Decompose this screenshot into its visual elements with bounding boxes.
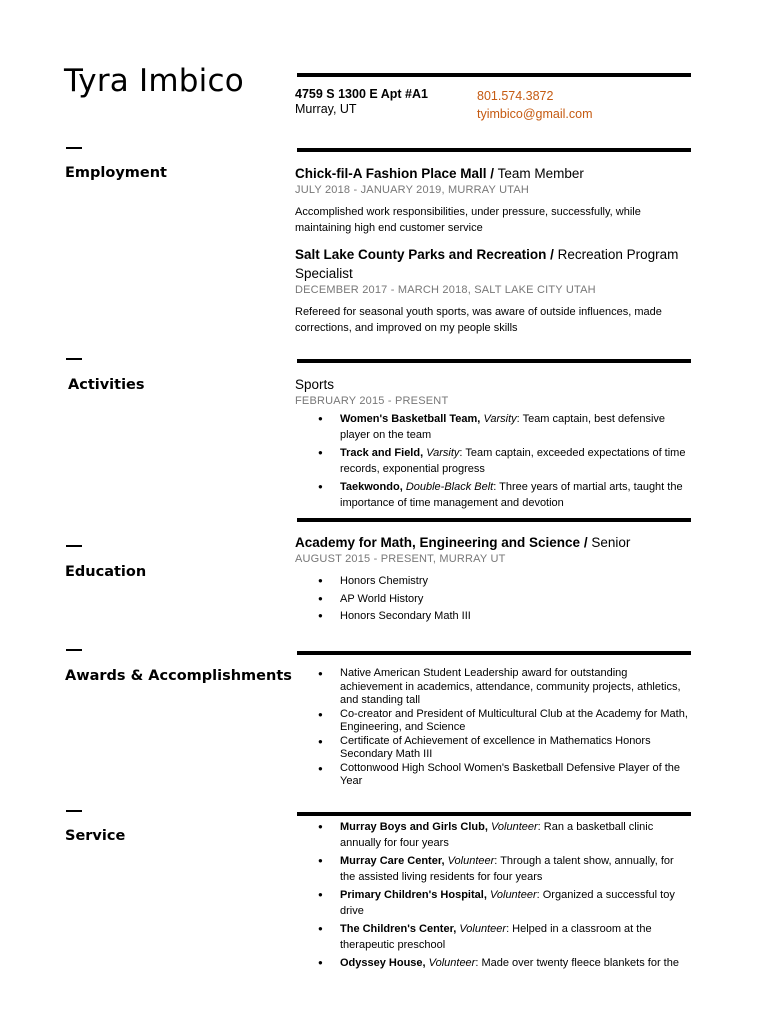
awards-rule [297,651,691,655]
activities-section [295,375,691,513]
entry-description: Accomplished work responsibilities, under pressure, successfully, while maintaining high end customer service [295,206,641,234]
item-detail: : Team captain, exceeded expectations of time records, exponential progress [340,447,686,475]
service-dash [66,810,82,812]
entry-org: Chick-fil-A Fashion Place Mall / [295,166,495,181]
item-detail: : Three years of martial arts, taught the importance of time management and devotion [340,481,683,509]
section-title-employment: Employment [65,165,167,181]
item-detail: : Team captain, best defensive player on the team [340,413,666,441]
activities-dash [66,358,82,360]
section-title-awards: Awards & Accomplishments [65,668,292,684]
list-item [340,955,691,971]
service-list [295,819,691,971]
list-item [340,411,691,443]
item-detail: : Through a talent show, annually, for the assisted living residents for four years [340,855,674,883]
list-item: ● AP World History [340,591,691,607]
item-name: Women's Basketball Team, [340,413,481,425]
item-level: Double-Black Belt [405,481,494,493]
section-title-service: Service [65,828,126,844]
activities-rule [297,359,691,363]
item-name: Murray Care Center, [340,855,445,867]
list-item [340,819,691,851]
section-title-education: Education [65,564,147,580]
entry-dates: JULY 2018 - JANUARY 2019, MURRAY UTAH [295,184,530,196]
item-detail: : Made over twenty fleece blankets for the [475,957,679,969]
list-item: ● Co-creator and President of Multicultural Club at the Academy for Math, Engineering, and Science [340,708,691,735]
item-detail: : Organized a successful toy drive [340,889,675,917]
service-section [295,819,691,973]
list-item: ● Honors Chemistry [340,573,691,589]
list-item: ● Honors Secondary Math III [340,608,691,624]
courses-list [295,573,691,624]
awards-list [295,667,691,789]
entry-org: Salt Lake County Parks and Recreation / [295,247,554,262]
item-detail: : Ran a basketball clinic annually for four years [340,821,654,849]
education-dash [66,545,82,547]
entry-role: Recreation Program Specialist [295,247,679,281]
service-rule [297,812,691,816]
item-name: Primary Children's Hospital, [340,889,487,901]
item-level: Varsity [426,447,460,459]
item-name: Murray Boys and Girls Club, [340,821,488,833]
list-item [340,479,691,511]
item-role: Volunteer [459,923,507,935]
awards-section [295,664,691,789]
item-name: Taekwondo, [340,481,403,493]
list-item [340,853,691,885]
contact-block [477,87,593,123]
item-role: Volunteer [490,821,538,833]
list-item: ● Native American Student Leadership award for outstanding achievement in academics, attendance, community projects, athletics, and standing tall [340,667,691,708]
item-role: Volunteer [447,855,495,867]
entry-org: Academy for Math, Engineering and Science / [295,535,588,550]
employment-section [295,164,691,336]
employment-entry [295,164,691,236]
item-name: Odyssey House, [340,957,426,969]
entry-title [295,164,691,183]
item-name: The Children's Center, [340,923,457,935]
entry-description: Refereed for seasonal youth sports, was aware of outside influences, made corrections, and improved on my people skills [295,306,662,334]
education-section [295,533,691,626]
list-item [340,445,691,477]
awards-dash [66,649,82,651]
email-address: tyimbico@gmail.com [477,107,593,121]
list-item [340,921,691,953]
entry-role: Team Member [497,166,584,181]
list-item: ● Certificate of Achievement of excellence in Mathematics Honors Secondary Math III [340,735,691,762]
entry-title [295,245,691,283]
entry-title [295,533,691,552]
entry-dates: DECEMBER 2017 - MARCH 2018, SALT LAKE CITY UTAH [295,284,596,296]
list-item [340,887,691,919]
activities-list [295,411,691,511]
activities-heading: Sports [295,377,335,392]
activities-dates: FEBRUARY 2015 - PRESENT [295,395,449,407]
item-role: Volunteer [489,889,537,901]
header-top-rule [297,73,691,77]
list-item: ● Cottonwood High School Women's Basketball Defensive Player of the Year [340,762,691,789]
employment-rule [297,148,691,152]
entry-role: Senior [591,535,631,550]
item-level: Varsity [483,413,517,425]
section-title-activities: Activities [68,377,145,393]
employment-entry [295,245,691,336]
item-detail: : Helped in a classroom at the therapeutic preschool [340,923,652,951]
address-line-2: Murray, UT [295,102,357,116]
employment-dash [66,147,82,149]
phone-number: 801.574.3872 [477,89,554,103]
candidate-name: Tyra Imbico [64,63,244,99]
education-rule [297,518,691,522]
item-role: Volunteer [428,957,476,969]
item-name: Track and Field, [340,447,424,459]
education-dates: AUGUST 2015 - PRESENT, MURRAY UT [295,553,506,565]
address-line-1: 4759 S 1300 E Apt #A1 [295,87,428,101]
